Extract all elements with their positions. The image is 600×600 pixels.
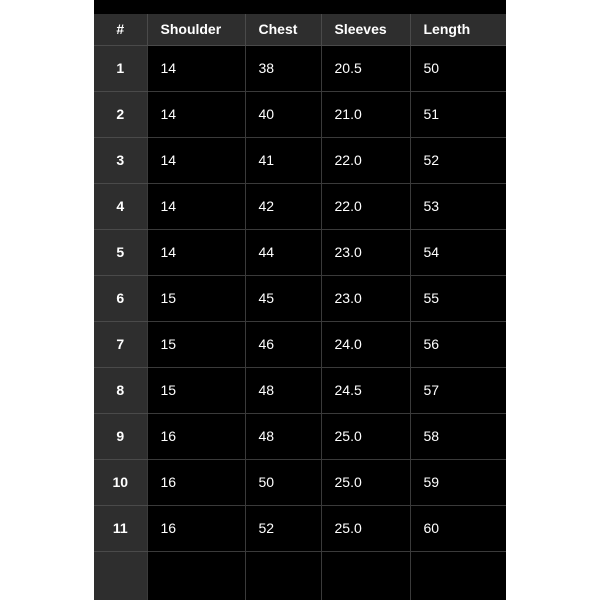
cell-shoulder: 16: [147, 459, 245, 505]
cell-sleeves: 22.0: [321, 137, 410, 183]
cell-chest: 45: [245, 275, 321, 321]
empty-cell: [147, 551, 245, 600]
cell-index: 3: [94, 137, 147, 183]
cell-index: 7: [94, 321, 147, 367]
table-row: [94, 183, 506, 229]
table-row: [94, 275, 506, 321]
header-index: #: [94, 14, 147, 45]
cell-chest: 48: [245, 367, 321, 413]
cell-length: 54: [410, 229, 506, 275]
cell-shoulder: 14: [147, 137, 245, 183]
cell-length: 53: [410, 183, 506, 229]
cell-chest: 41: [245, 137, 321, 183]
cell-index: 2: [94, 91, 147, 137]
cell-sleeves: 25.0: [321, 505, 410, 551]
cell-chest: 50: [245, 459, 321, 505]
cell-length: 50: [410, 45, 506, 91]
table-row: [94, 459, 506, 505]
cell-chest: 52: [245, 505, 321, 551]
cell-chest: 40: [245, 91, 321, 137]
cell-index: 9: [94, 413, 147, 459]
cell-sleeves: 20.5: [321, 45, 410, 91]
cell-shoulder: 16: [147, 413, 245, 459]
cell-shoulder: 14: [147, 91, 245, 137]
cell-sleeves: 21.0: [321, 91, 410, 137]
cell-length: 60: [410, 505, 506, 551]
cell-length: 56: [410, 321, 506, 367]
cell-shoulder: 14: [147, 45, 245, 91]
table-row: [94, 45, 506, 91]
cell-sleeves: 23.0: [321, 275, 410, 321]
header-sleeves: Sleeves: [321, 14, 410, 45]
cell-sleeves: 25.0: [321, 459, 410, 505]
table-body: [94, 45, 506, 600]
cell-index: 8: [94, 367, 147, 413]
table-row: [94, 367, 506, 413]
cell-sleeves: 24.5: [321, 367, 410, 413]
table-row: [94, 137, 506, 183]
cell-index: 10: [94, 459, 147, 505]
cell-length: 52: [410, 137, 506, 183]
cell-length: 59: [410, 459, 506, 505]
cell-length: 57: [410, 367, 506, 413]
cell-sleeves: 22.0: [321, 183, 410, 229]
table-row: [94, 413, 506, 459]
cell-sleeves: 23.0: [321, 229, 410, 275]
cell-chest: 46: [245, 321, 321, 367]
header-length: Length: [410, 14, 506, 45]
cell-shoulder: 15: [147, 275, 245, 321]
size-chart-screen: [94, 0, 506, 600]
table-row: [94, 505, 506, 551]
top-bar: [94, 0, 506, 14]
cell-chest: 48: [245, 413, 321, 459]
cell-chest: 42: [245, 183, 321, 229]
cell-index: 5: [94, 229, 147, 275]
empty-index-cell: [94, 551, 147, 600]
table-row: [94, 91, 506, 137]
header-chest: Chest: [245, 14, 321, 45]
empty-cell: [245, 551, 321, 600]
empty-cell: [321, 551, 410, 600]
empty-cell: [410, 551, 506, 600]
cell-index: 11: [94, 505, 147, 551]
cell-index: 1: [94, 45, 147, 91]
cell-chest: 38: [245, 45, 321, 91]
cell-shoulder: 15: [147, 367, 245, 413]
empty-row: [94, 551, 506, 600]
table-row: [94, 321, 506, 367]
cell-shoulder: 16: [147, 505, 245, 551]
header-shoulder: Shoulder: [147, 14, 245, 45]
cell-length: 51: [410, 91, 506, 137]
cell-index: 4: [94, 183, 147, 229]
table-header-row: [94, 14, 506, 45]
cell-sleeves: 24.0: [321, 321, 410, 367]
cell-shoulder: 14: [147, 229, 245, 275]
table-row: [94, 229, 506, 275]
cell-sleeves: 25.0: [321, 413, 410, 459]
cell-length: 55: [410, 275, 506, 321]
size-chart-table: [94, 14, 506, 600]
cell-length: 58: [410, 413, 506, 459]
cell-shoulder: 15: [147, 321, 245, 367]
cell-index: 6: [94, 275, 147, 321]
cell-chest: 44: [245, 229, 321, 275]
cell-shoulder: 14: [147, 183, 245, 229]
